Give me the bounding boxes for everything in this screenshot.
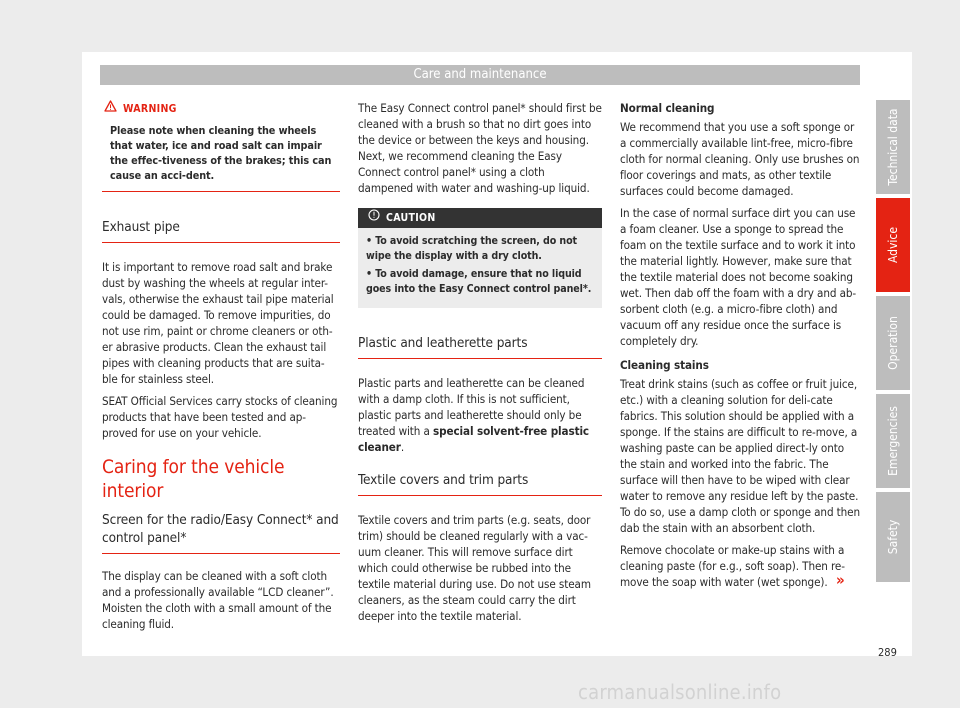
warning-label: WARNING: [123, 102, 177, 115]
tab-safety[interactable]: Safety: [876, 492, 910, 582]
warning-header: [102, 100, 340, 117]
normal-cleaning-paragraph-2: In the case of normal surface dirt you can use a foam cleaner. Use a sponge to spread the foam on the textile surface and to work it into the material lightly. However, make sure that the textile material does not become soaking wet. Then dab off the foam with a dry and ab-sorbent cloth (e.g. a micro-fibre cloth) and vacuum off any residue once the surface is completely dry.: [620, 206, 857, 348]
caution-label: CAUTION: [386, 212, 436, 224]
normal-cleaning-paragraph-1: We recommend that you use a soft sponge or a commercially available lint-free, micro-fibre cloth for normal cleaning. Only use brushes on floor coverings and mats, as other textile surfaces could become damaged.: [620, 120, 860, 198]
tab-operation[interactable]: Operation: [876, 296, 910, 390]
tab-emergencies[interactable]: Emergencies: [876, 394, 910, 488]
screen-subheading: Screen for the radio/Easy Connect* and control panel*: [102, 511, 340, 554]
column-right: [620, 100, 860, 596]
caution-header: [358, 208, 602, 228]
warning-triangle-icon: [104, 100, 117, 117]
display-paragraph: The display can be cleaned with a soft cloth and a professionally available “LCD cleaner”. Moisten the cloth with a small amount of the cleaning fluid.: [102, 569, 334, 631]
warning-box: [102, 100, 340, 192]
caution-list: [358, 228, 602, 308]
exhaust-paragraph-2: SEAT Official Services carry stocks of cleaning products that have been tested and ap-proved for use on your vehicle.: [102, 394, 338, 440]
textile-heading: Textile covers and trim parts: [358, 471, 602, 496]
exhaust-paragraph-1: It is important to remove road salt and brake dust by washing the wheels at regular inter-vals, otherwise the exhaust tail pipe material could be damaged. To remove impurities, do not use rim, paint or chrome cleaners or oth-er abrasive products. Clean the exhaust tail pipes with cleaning products that are suita-ble for stainless steel.: [102, 260, 334, 386]
exhaust-heading: Exhaust pipe: [102, 218, 340, 243]
normal-cleaning-heading: Normal cleaning: [620, 101, 715, 115]
cleaning-stains-paragraph-1: Treat drink stains (such as coffee or fruit juice, etc.) with a cleaning solution for deli-cate fabrics. This solution should be applied with a sponge. If the stains are difficult to re-move, a washing paste can be applied direct-ly onto the stain and worked into the fabric. The surface will then have to be wiped with clear water to remove any residue left by the paste. To do so, use a damp cloth or sponge and then dab the stain with an absorbent cloth.: [620, 377, 861, 535]
interior-heading: Caring for the vehicle interior: [102, 456, 285, 502]
plastic-heading: Plastic and leatherette parts: [358, 334, 602, 359]
plastic-paragraph: Plastic parts and leatherette can be cleaned with a damp cloth. If this is not sufficient, plastic parts and leatherette should only be treated with a special solvent-free plastic cleaner.: [358, 376, 590, 454]
column-left: [102, 100, 340, 638]
tab-advice[interactable]: Advice: [876, 198, 910, 292]
caution-item: • To avoid damage, ensure that no liquid goes into the Easy Connect control panel*.: [366, 268, 592, 295]
caution-item: • To avoid scratching the screen, do not wipe the display with a dry cloth.: [366, 235, 577, 262]
cleaning-stains-heading: Cleaning stains: [620, 358, 709, 372]
page-header: Care and maintenance: [100, 65, 860, 85]
warning-text: Please note when cleaning the wheels that water, ice and road salt can impair the effec-tiveness of the brakes; this can cause an acci-dent.: [110, 124, 332, 182]
textile-paragraph: Textile covers and trim parts (e.g. seats, door trim) should be cleaned regularly with a vac-uum cleaner. This will remove surface dirt which could otherwise be rubbed into the textile material during use. Do not use steam cleaners, as the steam could carry the dirt deeper into the textile material.: [358, 513, 591, 623]
caution-box: [358, 208, 602, 308]
cleaning-stains-paragraph-2: Remove chocolate or make-up stains with a cleaning paste (for e.g., soft soap). Then re-move the soap with water (wet sponge).: [620, 543, 845, 589]
page-number: 289: [878, 646, 897, 659]
watermark: carmanualsonline.info: [578, 680, 782, 704]
control-panel-paragraph: The Easy Connect control panel* should first be cleaned with a brush so that no dirt goes into the device or between the keys and housing. Next, we recommend cleaning the Easy Connect control panel* using a cloth dampened with water and washing-up liquid.: [358, 101, 602, 195]
info-circle-icon: [368, 208, 380, 228]
continue-arrow-icon: »: [836, 571, 845, 589]
tab-technical-data[interactable]: Technical data: [876, 100, 910, 194]
column-middle: [358, 100, 602, 630]
